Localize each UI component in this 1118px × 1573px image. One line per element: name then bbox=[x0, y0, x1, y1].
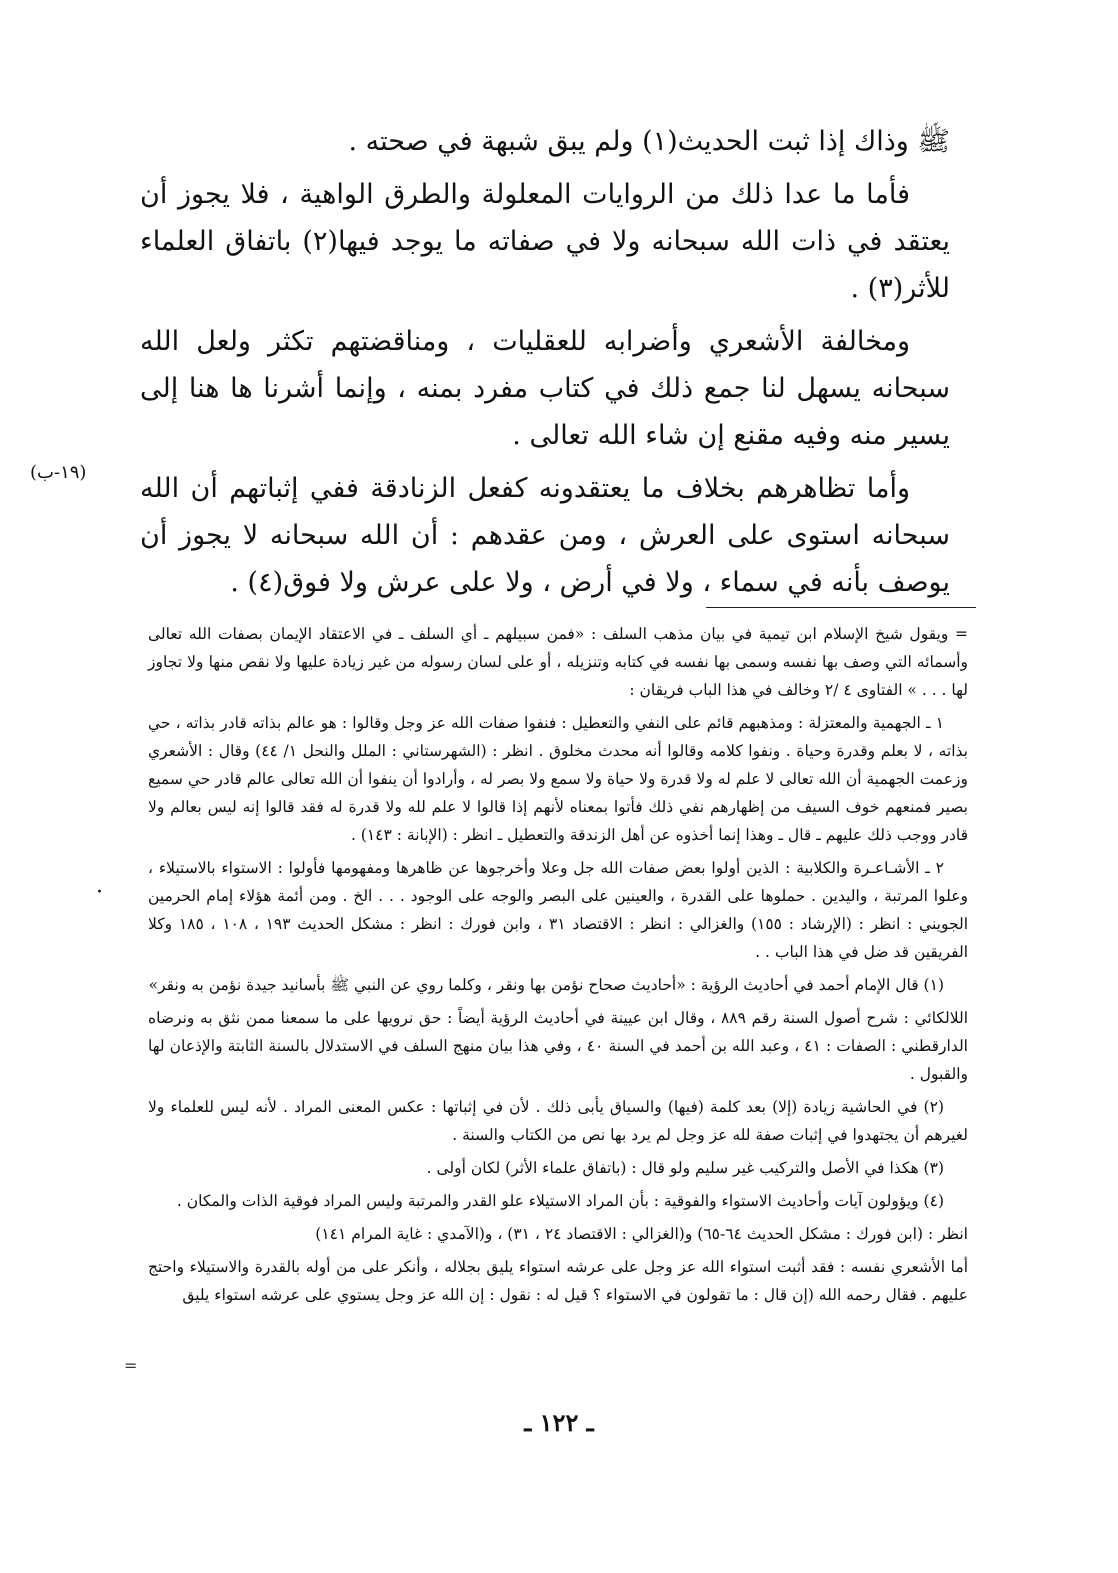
manuscript-folio-note: (١٩-ب) bbox=[30, 462, 87, 483]
footnote-line: = ويقول شيخ الإسلام ابن تيمية في بيان مذهب السلف : «فمن سبيلهم ـ أي السلف ـ في الاعتقاد الإيمان بصفات الله تعالى وأسمائه التي وصف بها نفسه وسمى بها نفسه في كتابه وتنزيله ، أو على لسان رسوله من غير زيادة عليها ولا نقص منها ولا تجاوز لها . . . » الفتاوى ٤ /٢ وخالف في هذا الباب فريقان : bbox=[148, 625, 968, 699]
page-number: ـ ١٢٢ ـ bbox=[524, 1408, 594, 1437]
footnote-line: اللالكائي : شرح أصول السنة رقم ٨٨٩ ، وقال ابن عيينة في أحاديث الرؤية أيضاً : حق نرويها على ما سمعنا ممن نثق به ونرضاه الدارقطني : الصفات : ٤١ ، وعبد الله بن أحمد في السنة ٤٠ ، وفي هذا بيان منهج السلف في الاستدلال بالسنة الثابتة والإذعان لها والقبول . bbox=[148, 1009, 968, 1083]
footnote-line: (٤) ويؤولون آيات وأحاديث الاستواء والفوقية : بأن المراد الاستيلاء علو القدر والمرتبة وليس المراد فوقية الذات والمكان . bbox=[176, 1192, 944, 1210]
footnote-line: (١) قال الإمام أحمد في أحاديث الرؤية : «أحاديث صحاح نؤمن بها ونقر ، وكلما روي عن النبي ﷺ بأسانيد جيدة نؤمن به ونقر» bbox=[148, 976, 944, 994]
footnote-line: ٢ ـ الأشـاعـرة والكلابية : الذين أولوا بعض صفات الله جل وعلا وأخرجوها عن ظاهرها ومفهومها فأولوا : الاستواء بالاستيلاء ، وعلوا المرتبة ، واليدين . حملوها على القدرة ، والعينين على البصر والوجه على الوجود . . . الخ . ومن أئمة هؤلاء إمام الحرمين الجويني : انظر : (الإرشاد : ١٥٥) والغزالي : انظر : الاقتصاد ٣١ ، وابن فورك : انظر : مشكل الحديث ١٩٣ ، ١٠٨ ، ١٨٥ وكلا الفريقين قد ضل في هذا الباب . . bbox=[148, 859, 969, 961]
footnote-line: (٢) في الحاشية زيادة (إلا) بعد كلمة (فيها) والسياق يأبى ذلك . لأن في إثباتها : عكس المعنى المراد . لأنه ليس للعلماء ولا لغيرهم أن يجتهدوا في إثبات صفة لله عز وجل لم يرد بها نص من الكتاب والسنة . bbox=[148, 1098, 968, 1144]
main-text bbox=[140, 118, 950, 612]
margin-dot: · bbox=[96, 880, 103, 905]
footnote-line: (٣) هكذا في الأصل والتركيب غير سليم ولو قال : (باتفاق علماء الأثر) لكان أولى . bbox=[426, 1159, 944, 1177]
footnote-separator bbox=[706, 607, 976, 608]
footnotes bbox=[148, 620, 968, 1314]
footnote-line: انظر : (ابن فورك : مشكل الحديث ٦٤-٦٥) و(الغزالي : الاقتصاد ٢٤ ، ٣١) ، و(الآمدي : غاية المرام ١٤١) bbox=[315, 1225, 968, 1243]
footnote-line: أما الأشعري نفسه : فقد أثبت استواء الله عز وجل على عرشه استواء يليق بجلاله ، وأنكر على من أوله بالقدرة والاستيلاء واحتج عليهم . فقال رحمه الله (إن قال : ما تقولون في الاستواء ؟ قيل له : نقول : إن الله عز وجل يستوي على عرشه استواء يليق bbox=[148, 1258, 968, 1304]
main-paragraph: ﷺ وذاك إذا ثبت الحديث(١) ولم يبق شبهة في صحته . bbox=[348, 126, 950, 157]
main-paragraph: ومخالفة الأشعري وأضرابه للعقليات ، ومناقضتهم تكثر ولعل الله سبحانه يسهل لنا جمع ذلك في كتاب مفرد بمنه ، وإنما أشرنا ها هنا إلى يسير منه وفيه مقنع إن شاء الله تعالى . bbox=[140, 326, 950, 451]
main-paragraph: فأما ما عدا ذلك من الروايات المعلولة والطرق الواهية ، فلا يجوز أن يعتقد في ذات الله سبحانه ولا في صفاته ما يوجد فيها(٢) باتفاق العلماء للأثر(٣) . bbox=[140, 179, 951, 304]
footnote-line: ١ ـ الجهمية والمعتزلة : ومذهبهم قائم على النفي والتعطيل : فنفوا صفات الله عز وجل وقالوا : هو عالم بذاته قادر بذاته ، حي بذاته ، لا بعلم وقدرة وحياة . ونفوا كلامه وقالوا أنه محدث مخلوق . انظر : (الشهرستاني : الملل والنحل ١/ ٤٤) وقال : الأشعري وزعمت الجهمية أن الله تعالى لا علم له ولا قدرة ولا حياة ولا سمع ولا بصر له ، وأرادوا أن ينفوا أن الله تعالى عالم قادر حي سميع بصير فمنعهم خوف السيف من إظهارهم نفي ذلك فأتوا بمعناه لأنهم إذا قالوا لا علم لله ولا قدرة له فقد قالوا إنه ليس بعالم ولا قادر ووجب ذلك عليهم ـ قال ـ وهذا إنما أخذوه عن أهل الزندقة والتعطيل ـ انظر : (الإبانة : ١٤٣) . bbox=[148, 714, 968, 844]
continuation-mark: = bbox=[124, 1356, 138, 1375]
main-paragraph: وأما تظاهرهم بخلاف ما يعتقدونه كفعل الزنادقة ففي إثباتهم أن الله سبحانه استوى على العرش ، ومن عقدهم : أن الله سبحانه لا يجوز أن يوصف بأنه في سماء ، ولا في أرض ، ولا على عرش ولا فوق(٤) . bbox=[140, 473, 950, 598]
